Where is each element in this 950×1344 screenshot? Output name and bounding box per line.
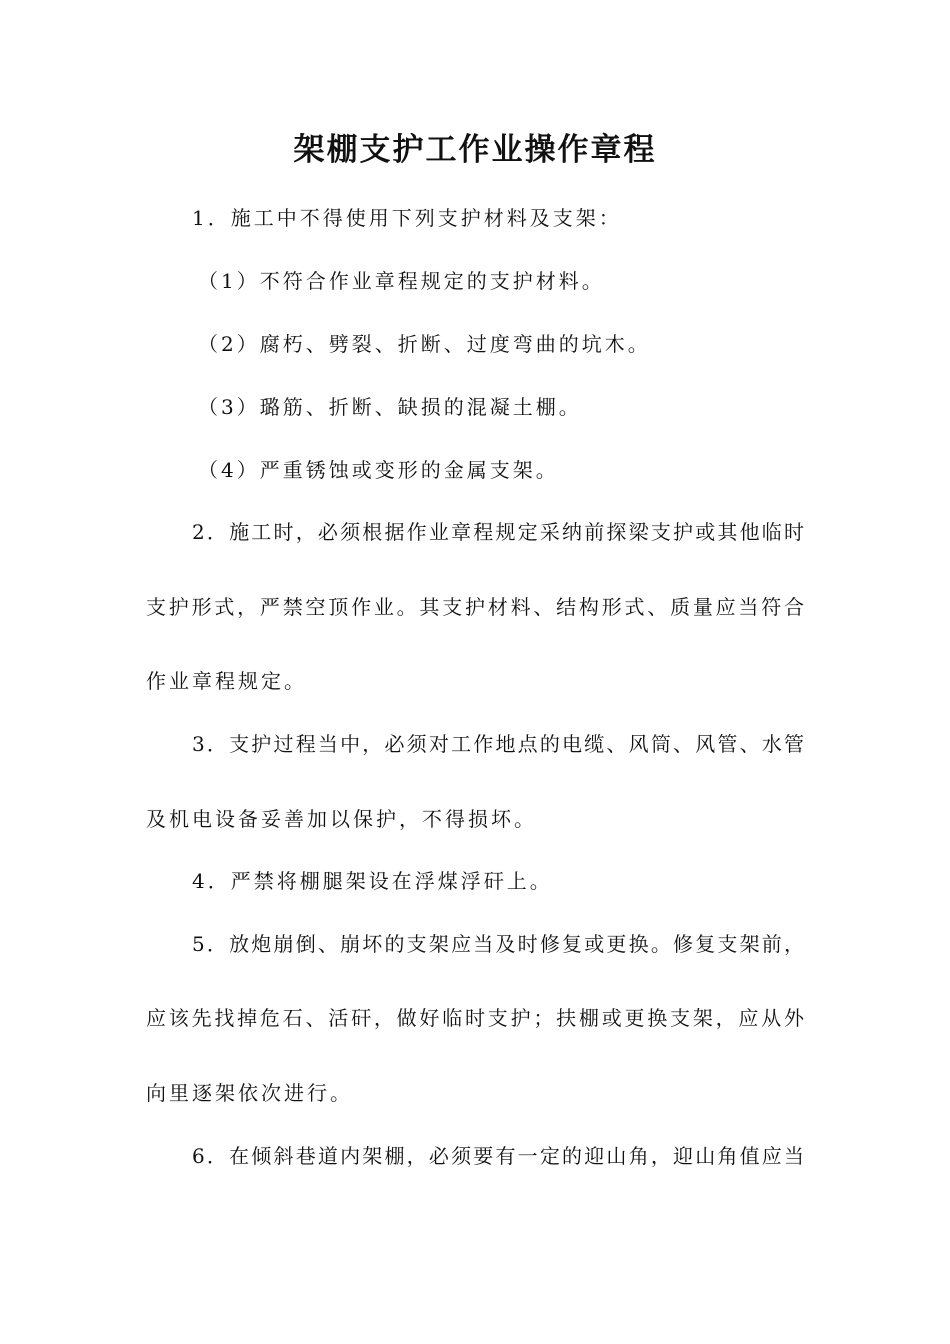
paragraph-2-line-1: 2．施工时，必须根据作业章程规定采纳前探梁支护或其他临时 <box>192 520 804 544</box>
item-3-line: （3）璐筋、折断、缺损的混凝土棚。 <box>198 395 582 419</box>
paragraph-5-line-3: 向里逐架依次进行。 <box>146 1081 353 1105</box>
paragraph-1-line-1: 1．施工中不得使用下列支护材料及支架： <box>192 206 622 230</box>
item-2-line: （2）腐朽、劈裂、折断、过度弯曲的坑木。 <box>198 332 651 356</box>
paragraph-3-line-2: 及机电设备妥善加以保护，不得损坏。 <box>146 807 537 831</box>
paragraph-2-line-3: 作业章程规定。 <box>146 669 307 693</box>
paragraph-5-line-1: 5．放炮崩倒、崩坏的支架应当及时修复或更换。修复支架前， <box>192 932 804 956</box>
paragraph-5-line-2: 应该先找掉危石、活矸，做好临时支护；扶棚或更换支架，应从外 <box>146 1006 804 1030</box>
item-1-line: （1）不符合作业章程规定的支护材料。 <box>198 269 605 293</box>
paragraph-3-line-1: 3．支护过程当中，必须对工作地点的电缆、风筒、风管、水管 <box>192 732 804 756</box>
document-title: 架棚支护工作业操作章程 <box>293 132 657 168</box>
paragraph-2-line-2: 支护形式，严禁空顶作业。其支护材料、结构形式、质量应当符合 <box>146 595 804 619</box>
item-4-line: （4）严重锈蚀或变形的金属支架。 <box>198 458 559 482</box>
paragraph-6-line-1: 6．在倾斜巷道内架棚，必须要有一定的迎山角，迎山角值应当 <box>192 1144 804 1168</box>
paragraph-4-line: 4．严禁将棚腿架设在浮煤浮矸上。 <box>192 869 553 893</box>
